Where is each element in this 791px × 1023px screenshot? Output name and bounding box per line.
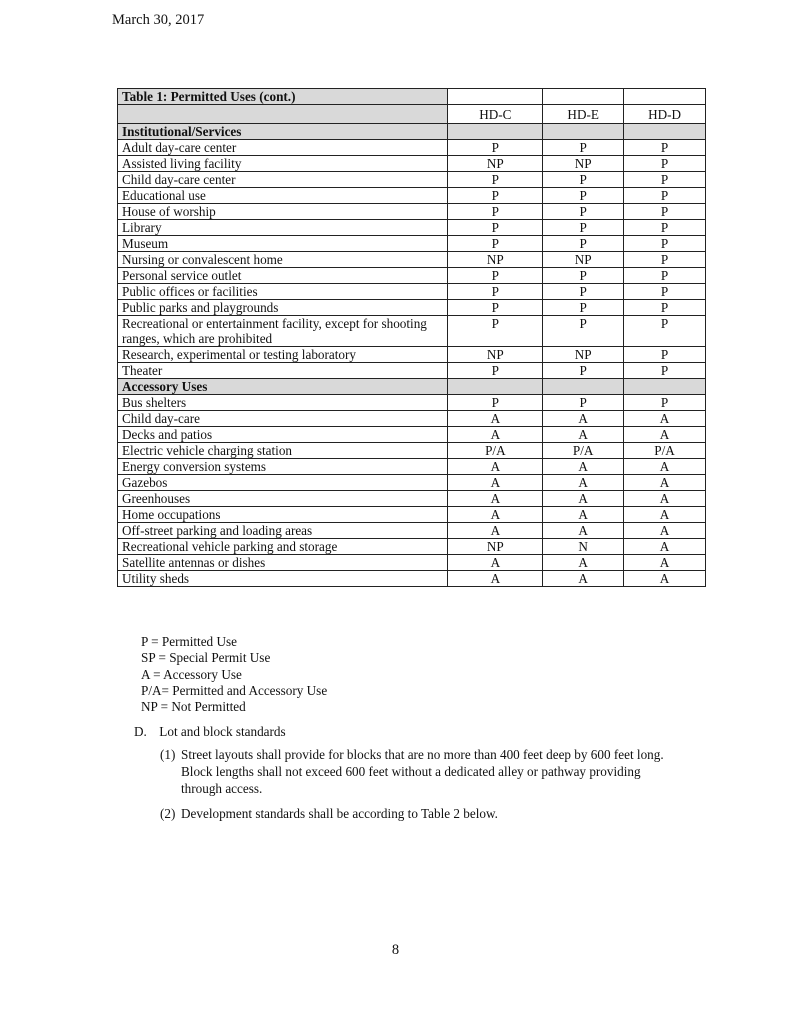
- permission-value: P: [624, 220, 706, 236]
- item-number: (1): [160, 747, 176, 762]
- section-title: Lot and block standards: [159, 724, 286, 739]
- permission-value: P: [543, 236, 624, 252]
- permission-value: NP: [448, 252, 543, 268]
- use-name: Recreational vehicle parking and storage: [118, 539, 448, 555]
- permission-value: A: [543, 523, 624, 539]
- permission-value: P: [448, 284, 543, 300]
- permission-value: P: [543, 316, 624, 347]
- use-name: Utility sheds: [118, 571, 448, 587]
- legend: [141, 634, 327, 715]
- use-name: Library: [118, 220, 448, 236]
- table-row: [118, 491, 706, 507]
- permission-value: A: [543, 459, 624, 475]
- column-header-hd-d: HD-D: [624, 105, 706, 124]
- use-name: Child day-care center: [118, 172, 448, 188]
- permission-value: P: [448, 172, 543, 188]
- use-name: Off-street parking and loading areas: [118, 523, 448, 539]
- use-name: Gazebos: [118, 475, 448, 491]
- table-row: [118, 316, 706, 347]
- table-row: [118, 284, 706, 300]
- use-name: Home occupations: [118, 507, 448, 523]
- table-title-row: [118, 89, 706, 105]
- use-name: Decks and patios: [118, 427, 448, 443]
- permission-value: P: [543, 284, 624, 300]
- permission-value: P: [543, 140, 624, 156]
- table-row: [118, 347, 706, 363]
- table-row: [118, 571, 706, 587]
- permission-value: A: [624, 475, 706, 491]
- table-row: [118, 252, 706, 268]
- use-name: Greenhouses: [118, 491, 448, 507]
- permission-value: A: [624, 507, 706, 523]
- use-name: Assisted living facility: [118, 156, 448, 172]
- legend-item: A = Accessory Use: [141, 666, 242, 682]
- use-name: Electric vehicle charging station: [118, 443, 448, 459]
- column-header-hd-c: HD-C: [448, 105, 543, 124]
- use-name: Public offices or facilities: [118, 284, 448, 300]
- section-header-row: [118, 124, 706, 140]
- permission-value: P: [448, 300, 543, 316]
- permission-value: A: [624, 411, 706, 427]
- permission-value: A: [448, 507, 543, 523]
- permission-value: P/A: [448, 443, 543, 459]
- table-row: [118, 427, 706, 443]
- table-row: [118, 236, 706, 252]
- table-row: [118, 459, 706, 475]
- permission-value: A: [448, 411, 543, 427]
- permission-value: P: [448, 268, 543, 284]
- section-header-row: [118, 379, 706, 395]
- use-name: Energy conversion systems: [118, 459, 448, 475]
- permission-value: P: [624, 316, 706, 347]
- use-name: Educational use: [118, 188, 448, 204]
- permission-value: P/A: [543, 443, 624, 459]
- permission-value: A: [448, 571, 543, 587]
- item-text: Development standards shall be according to Table 2 below.: [181, 806, 498, 821]
- permission-value: P: [624, 363, 706, 379]
- table-row: [118, 268, 706, 284]
- table-title: Table 1: Permitted Uses (cont.): [118, 89, 448, 105]
- use-name: Nursing or convalescent home: [118, 252, 448, 268]
- table-row: [118, 188, 706, 204]
- table-row: [118, 172, 706, 188]
- permission-value: P: [543, 363, 624, 379]
- permission-value: A: [624, 523, 706, 539]
- use-name: Research, experimental or testing laboratory: [118, 347, 448, 363]
- permission-value: A: [543, 427, 624, 443]
- permission-value: A: [543, 555, 624, 571]
- permission-value: P: [448, 363, 543, 379]
- permission-value: P: [624, 395, 706, 411]
- table-row: [118, 555, 706, 571]
- permission-value: P: [543, 220, 624, 236]
- permission-value: P: [543, 204, 624, 220]
- section-letter: D.: [134, 724, 147, 739]
- permission-value: A: [624, 491, 706, 507]
- table-row: [118, 204, 706, 220]
- item-number: (2): [160, 806, 176, 821]
- permission-value: NP: [448, 539, 543, 555]
- table-row: [118, 140, 706, 156]
- use-name: House of worship: [118, 204, 448, 220]
- permitted-uses-table: [117, 88, 706, 587]
- permission-value: N: [543, 539, 624, 555]
- column-header-hd-e: HD-E: [543, 105, 624, 124]
- table-row: [118, 475, 706, 491]
- permission-value: NP: [448, 347, 543, 363]
- document-date: March 30, 2017: [112, 12, 205, 28]
- permission-value: P: [448, 204, 543, 220]
- table-row: [118, 363, 706, 379]
- permission-value: A: [448, 491, 543, 507]
- legend-item: NP = Not Permitted: [141, 699, 246, 715]
- permission-value: A: [448, 459, 543, 475]
- permission-value: P/A: [624, 443, 706, 459]
- table-row: [118, 411, 706, 427]
- permission-value: P: [448, 316, 543, 347]
- legend-item: P/A= Permitted and Accessory Use: [141, 682, 328, 698]
- permission-value: NP: [543, 252, 624, 268]
- column-header-row: [118, 105, 706, 124]
- page-number: 8: [391, 942, 400, 958]
- permission-value: P: [624, 347, 706, 363]
- permission-value: P: [543, 395, 624, 411]
- table-row: [118, 523, 706, 539]
- permission-value: P: [448, 395, 543, 411]
- table-row: [118, 507, 706, 523]
- permission-value: P: [448, 188, 543, 204]
- table-row: [118, 395, 706, 411]
- permission-value: P: [543, 172, 624, 188]
- use-name: Child day-care: [118, 411, 448, 427]
- permission-value: P: [624, 172, 706, 188]
- permission-value: P: [624, 188, 706, 204]
- use-name: Adult day-care center: [118, 140, 448, 156]
- legend-item: P = Permitted Use: [141, 634, 237, 649]
- table-row: [118, 300, 706, 316]
- table-row: [118, 156, 706, 172]
- use-name: Satellite antennas or dishes: [118, 555, 448, 571]
- use-name: Theater: [118, 363, 448, 379]
- use-name: Museum: [118, 236, 448, 252]
- permission-value: A: [624, 427, 706, 443]
- permission-value: A: [624, 539, 706, 555]
- permission-value: A: [543, 507, 624, 523]
- permission-value: P: [624, 204, 706, 220]
- permission-value: A: [448, 523, 543, 539]
- permission-value: A: [543, 491, 624, 507]
- permission-value: P: [543, 188, 624, 204]
- table-row: [118, 220, 706, 236]
- table-row: [118, 539, 706, 555]
- permission-value: P: [624, 284, 706, 300]
- permission-value: P: [624, 156, 706, 172]
- permission-value: P: [624, 300, 706, 316]
- permission-value: A: [543, 571, 624, 587]
- permission-value: P: [624, 252, 706, 268]
- table-row: [118, 443, 706, 459]
- permission-value: A: [543, 475, 624, 491]
- section-header: Institutional/Services: [118, 124, 448, 140]
- permission-value: A: [624, 571, 706, 587]
- permission-value: A: [624, 459, 706, 475]
- permission-value: P: [624, 140, 706, 156]
- permission-value: P: [624, 268, 706, 284]
- use-name: Public parks and playgrounds: [118, 300, 448, 316]
- permission-value: A: [543, 411, 624, 427]
- permission-value: P: [624, 236, 706, 252]
- use-name: Bus shelters: [118, 395, 448, 411]
- use-name: Personal service outlet: [118, 268, 448, 284]
- permission-value: NP: [543, 347, 624, 363]
- permission-value: NP: [543, 156, 624, 172]
- section-d-heading: [134, 724, 286, 740]
- permission-value: P: [448, 220, 543, 236]
- permission-value: NP: [448, 156, 543, 172]
- permission-value: A: [624, 555, 706, 571]
- permission-value: P: [543, 268, 624, 284]
- section-header: Accessory Uses: [118, 379, 448, 395]
- permission-value: P: [448, 140, 543, 156]
- permission-value: A: [448, 555, 543, 571]
- legend-item: SP = Special Permit Use: [141, 650, 271, 666]
- permission-value: P: [543, 300, 624, 316]
- permission-value: P: [448, 236, 543, 252]
- permission-value: A: [448, 475, 543, 491]
- table-body: [118, 124, 706, 587]
- permission-value: A: [448, 427, 543, 443]
- use-name: Recreational or entertainment facility, except for shooting ranges, which are prohibited: [118, 316, 448, 347]
- item-text: Street layouts shall provide for blocks that are no more than 400 feet deep by 600 feet long. Block lengths shall not exceed 600 feet without a dedicated alley or pathway providing through access.: [181, 747, 664, 796]
